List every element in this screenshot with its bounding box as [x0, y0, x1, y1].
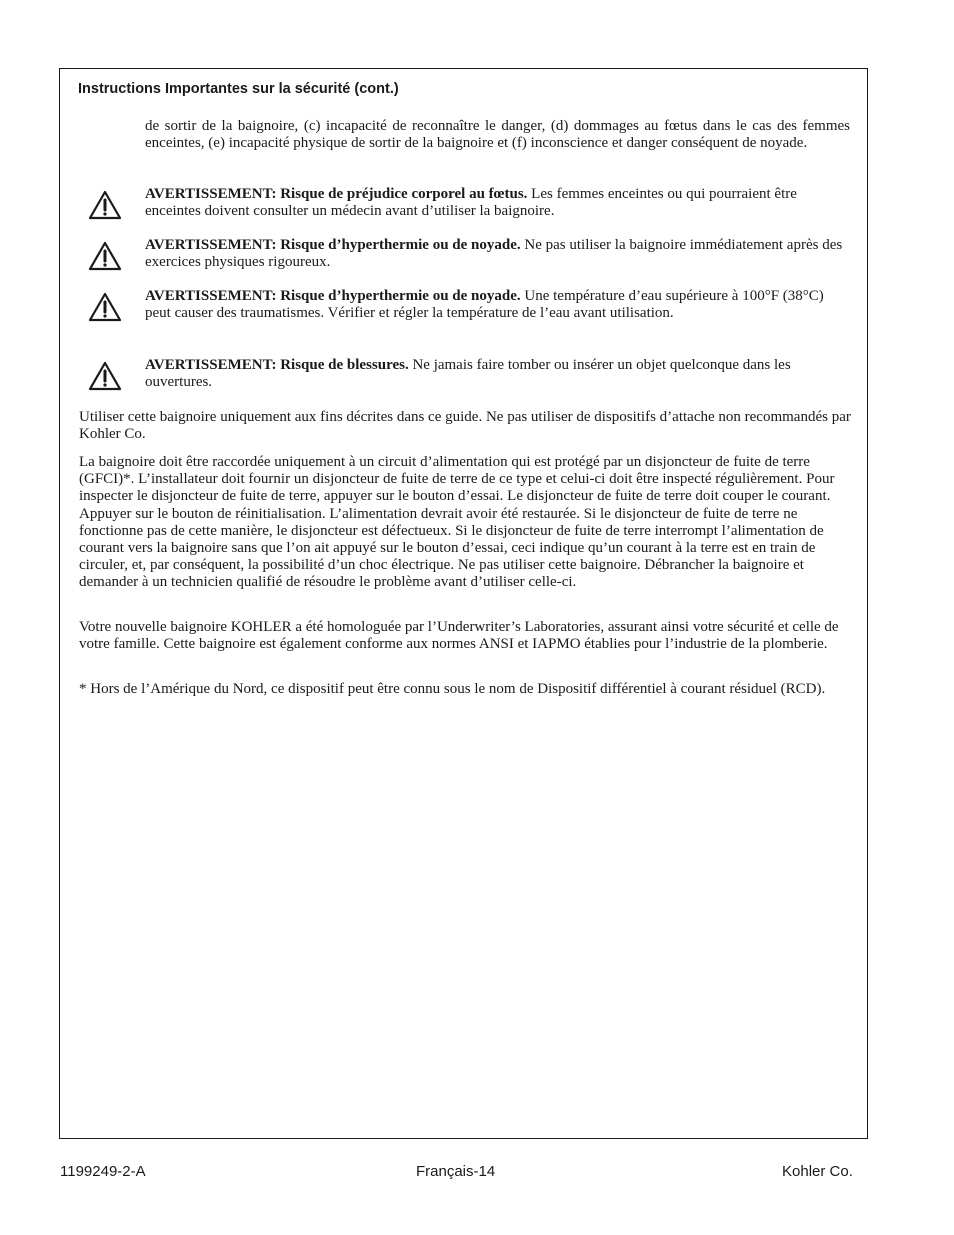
- paragraph-gfci: La baignoire doit être raccordée uniquement à un circuit d’alimentation qui est protégé par un disjoncteur de fuite de terre (GFCI)*. L’installateur doit fournir un disjoncteur de fuite de terre de ce type et celui-ci doit être inspecté régulièrement. Pour inspecter le disjoncteur de fuite de terre, appuyer sur le bouton d’essai. Le disjoncteur de fuite de terre doit couper le courant. Appuyer sur le bouton de réinitialisation. L’alimentation devrait avoir été restaurée. Si le disjoncteur de fuite de terre ne fonctionne pas de cette manière, le disjoncteur est défectueux. Si le disjoncteur de fuite de terre interrompt l’alimentation de courant vers la baignoire sans que l’on ait appuyé sur le bouton d’essai, ceci indique qu’un courant à la terre est en train de circuler, et, par conséquent, la possibilité d’un choc électrique. Ne pas utiliser cette baignoire. Débrancher la baignoire et demander à un technicien qualifié de résoudre le problème avant d’utiliser celle-ci.: [79, 454, 835, 591]
- warning-heading: AVERTISSEMENT: Risque de préjudice corporel au fœtus.: [145, 186, 528, 202]
- warning-text: [145, 357, 845, 391]
- footer-doc-number: 1199249-2-A: [60, 1163, 146, 1180]
- section-title: Instructions Importantes sur la sécurité (cont.): [78, 81, 399, 97]
- warning-text: [145, 237, 845, 271]
- warning-body: Ne jamais faire tomber ou insérer un objet quelconque dans les ouvertures.: [145, 357, 791, 391]
- warning-heading: AVERTISSEMENT: Risque d’hyperthermie ou de noyade.: [145, 237, 521, 253]
- warning-heading: AVERTISSEMENT: Risque d’hyperthermie ou de noyade.: [145, 288, 521, 304]
- warning-text: [145, 288, 845, 322]
- warning-heading: AVERTISSEMENT: Risque de blessures.: [145, 357, 409, 373]
- warning-triangle-icon: [88, 361, 122, 391]
- warning-body: Une température d’eau supérieure à 100°F (38°C) peut causer des traumatismes. Vérifier et régler la température de l’eau avant utilisation.: [145, 288, 824, 322]
- warning-body: Ne pas utiliser la baignoire immédiatement après des exercices physiques rigoureux.: [145, 237, 843, 271]
- content-frame: [59, 68, 868, 1139]
- footer-company: Kohler Co.: [782, 1163, 853, 1180]
- warning-text: [145, 186, 845, 220]
- footer-page-label: Français-14: [416, 1163, 496, 1180]
- paragraph-footnote: * Hors de l’Amérique du Nord, ce dispositif peut être connu sous le nom de Dispositif différentiel à courant résiduel (RCD).: [79, 681, 826, 697]
- paragraph-certification: Votre nouvelle baignoire KOHLER a été homologuée par l’Underwriter’s Laboratories, assurant ainsi votre sécurité et celle de votre famille. Cette baignoire est également conforme aux normes ANSI et IAPMO établies pour l’industrie de la plomberie.: [79, 619, 839, 653]
- warning-triangle-icon: [88, 190, 122, 220]
- warning-body: Les femmes enceintes ou qui pourraient être enceintes doivent consulter un médecin avant d’utiliser la baignoire.: [145, 186, 797, 220]
- continuation-text: de sortir de la baignoire, (c) incapacité de reconnaître le danger, (d) dommages au fœtus dans le cas des femmes enceintes, (e) incapacité physique de sortir de la baignoire et (f) inconscience et danger conséquent de noyade.: [145, 118, 850, 152]
- paragraph-usage: Utiliser cette baignoire uniquement aux fins décrites dans ce guide. Ne pas utiliser de dispositifs d’attache non recommandés par Kohler Co.: [79, 409, 851, 443]
- warning-triangle-icon: [88, 241, 122, 271]
- warning-triangle-icon: [88, 292, 122, 322]
